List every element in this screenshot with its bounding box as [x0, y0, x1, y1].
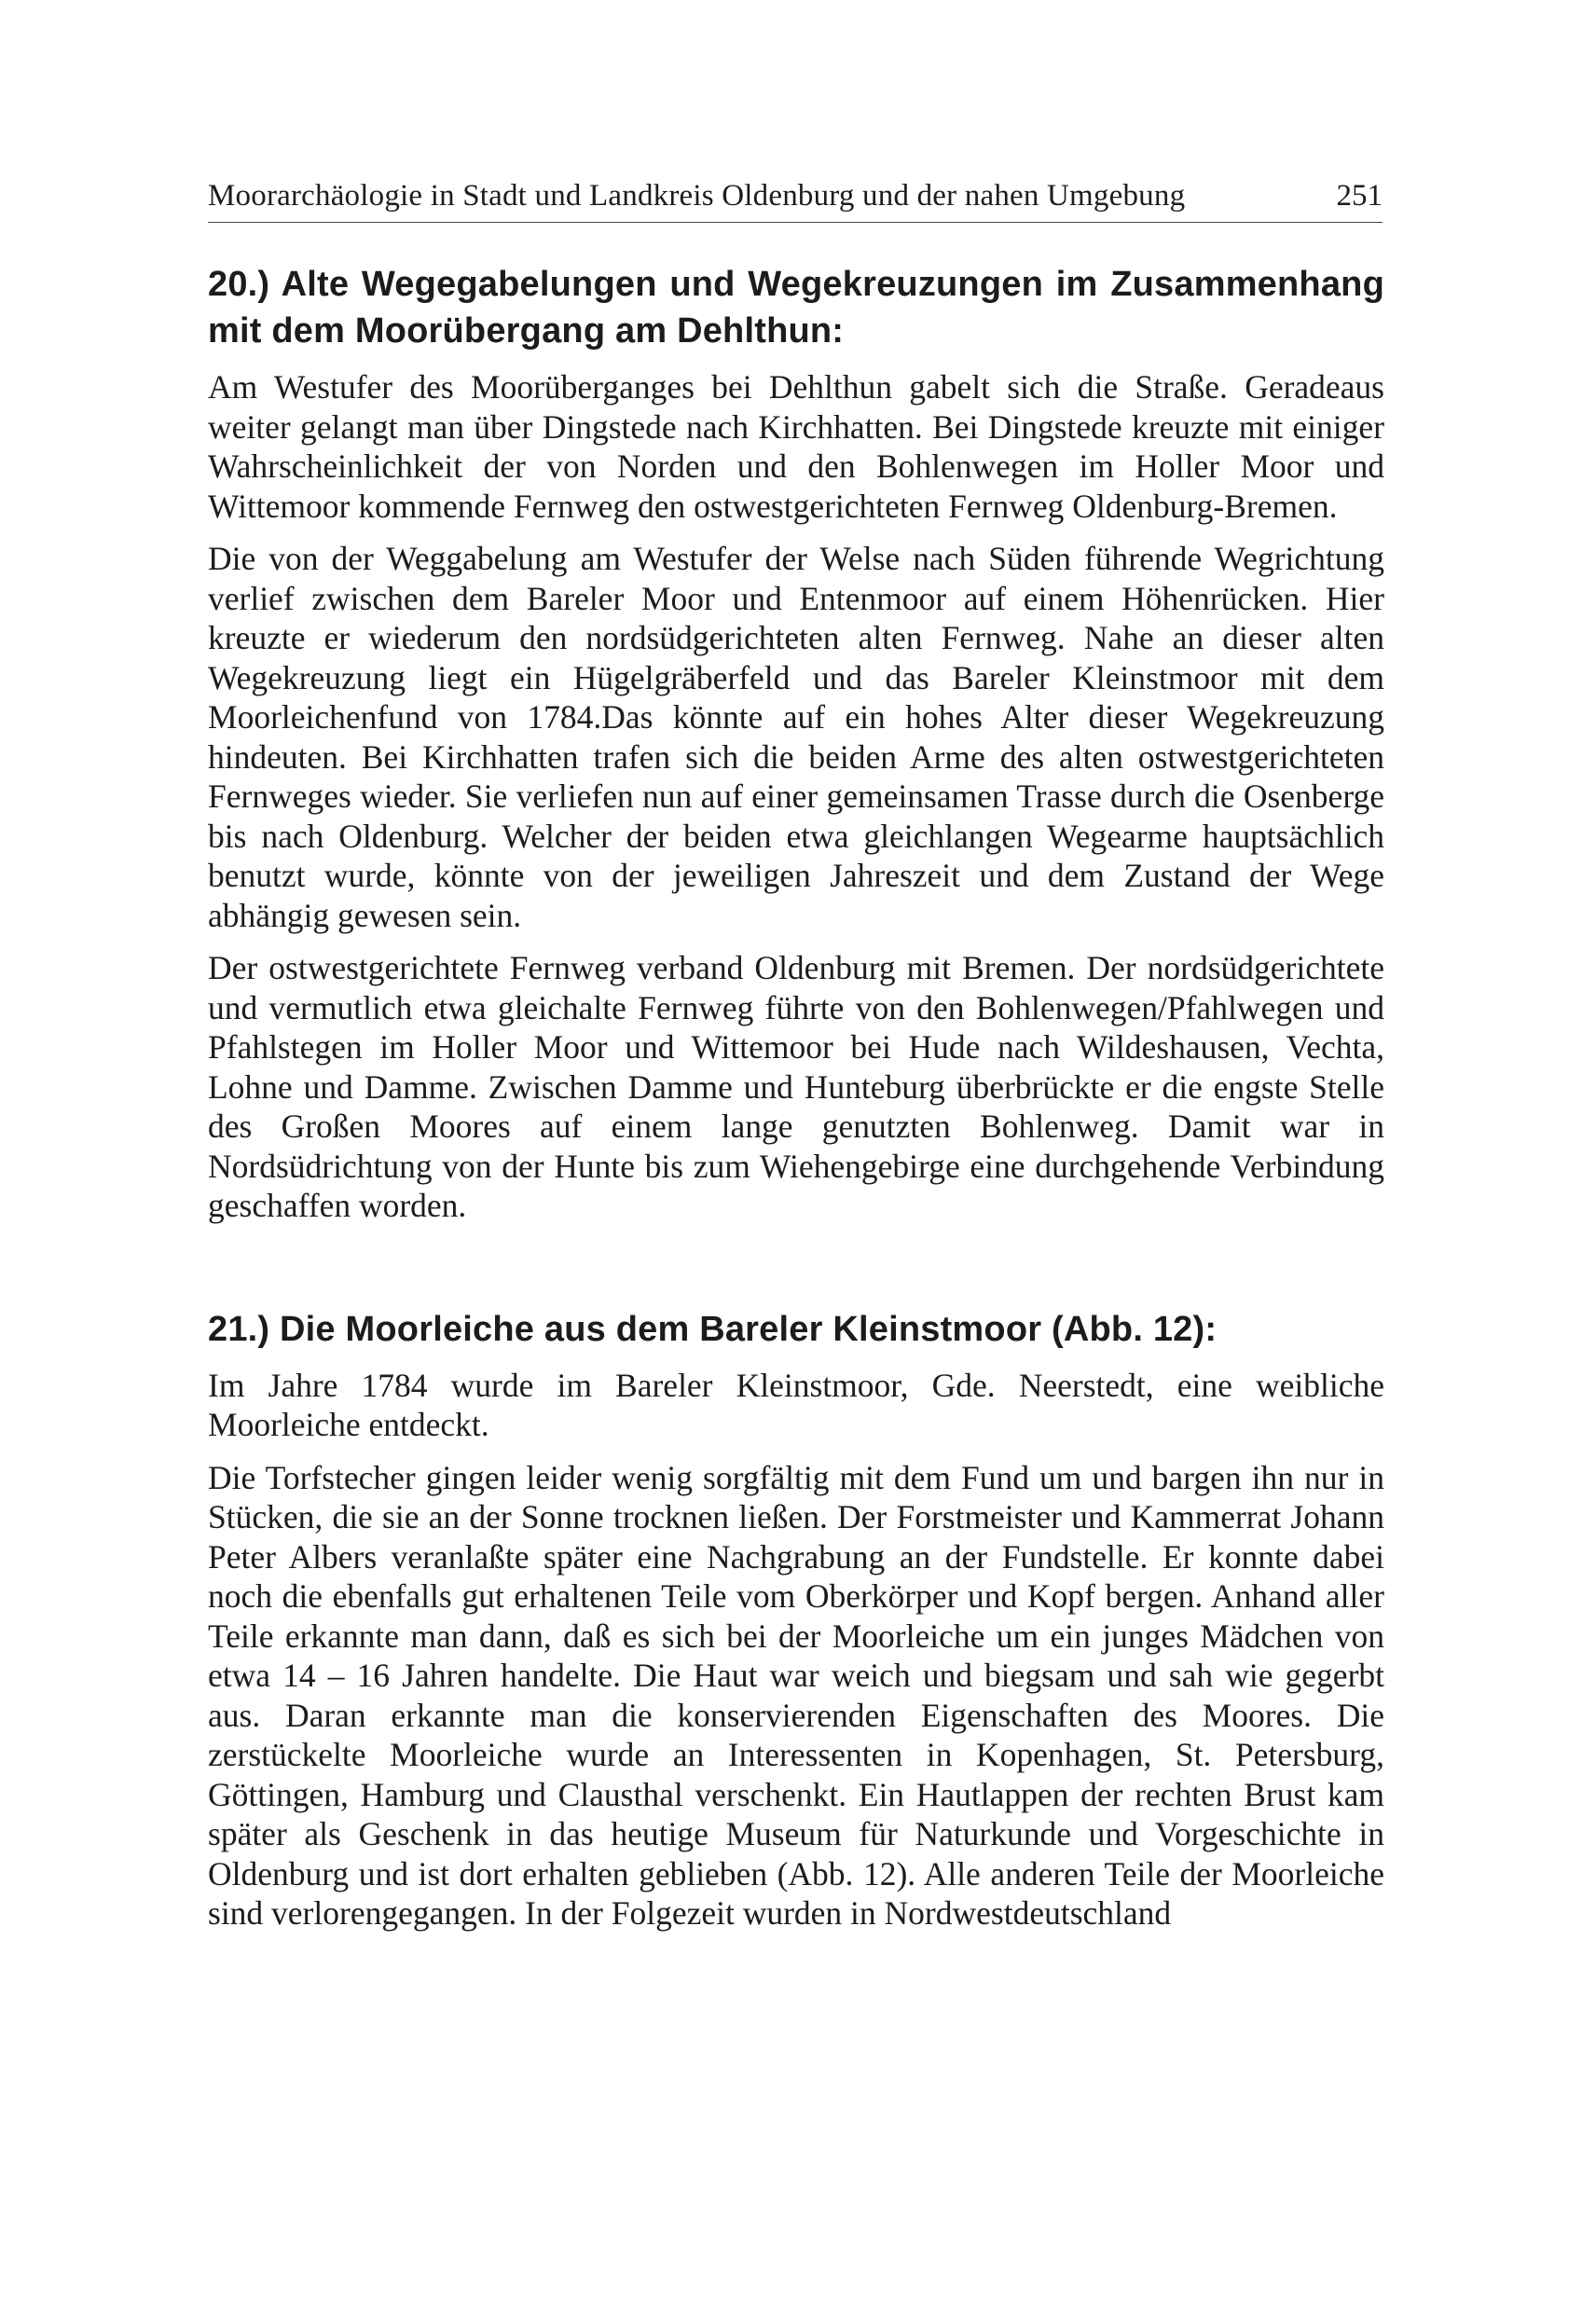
paragraph: Am Westufer des Moorüberganges bei Dehlthun gabelt sich die Straße. Geradeaus weiter gelangt man über Dingstede nach Kirchhatten. Bei Dingstede kreuzte mit einiger Wahrscheinlichkeit der von Norden und den Bohlenwegen im Holler Moor und Wittemoor kommende Fernweg den ostwestgerichteten Fernweg Oldenburg-Bremen.: [208, 368, 1384, 525]
section-heading-21: 21.) Die Moorleiche aus dem Bareler Kleinstmoor (Abb. 12):: [208, 1309, 1218, 1349]
paragraph: Die von der Weggabelung am Westufer der Welse nach Süden führende Wegrichtung verlief zwischen dem Bareler Moor und Entenmoor auf einem Höhenrücken. Hier kreuzte er wiederum den nordsüdgerichteten alten Fernweg. Nahe an dieser alten Wegekreuzung liegt ein Hügelgräberfeld und das Bareler Kleinstmoor mit dem Moorleichenfund von 1784.Das könnte auf ein hohes Alter dieser Wegekreuzung hindeuten. Bei Kirchhatten trafen sich die beiden Arme des alten ostwestgerichteten Fernweges wieder. Sie verliefen nun auf einer gemeinsamen Trasse durch die Osenberge bis nach Oldenburg. Welcher der beiden etwa gleichlangen Wegearme hauptsächlich benutzt wurde, könnte von der jeweiligen Jahreszeit und dem Zustand der Wege abhängig gewesen sein.: [208, 540, 1384, 934]
paragraph: Die Torfstecher gingen leider wenig sorgfältig mit dem Fund um und bargen ihn nur in Stücken, die sie an der Sonne trocknen ließen. Der Forstmeister und Kammerrat Johann Peter Albers veranlaßte später eine Nachgrabung an der Fundstelle. Er konnte dabei noch die ebenfalls gut erhaltenen Teile vom Oberkörper und Kopf bergen. Anhand aller Teile erkannte man dann, daß es sich bei der Moorleiche um ein junges Mädchen von etwa 14 – 16 Jahren handelte. Die Haut war weich und biegsam und sah wie gegerbt aus. Daran erkannte man die konservierenden Eigenschaften des Moores. Die zerstückelte Moorleiche wurde an Interessenten in Kopenhagen, St. Petersburg, Göttingen, Hamburg und Clausthal verschenkt. Ein Hautlappen der rechten Brust kam später als Geschenk in das heutige Museum für Naturkunde und Vorgeschichte in Oldenburg und ist dort erhalten geblieben (Abb. 12). Alle anderen Teile der Moorleiche sind verlorengegangen. In der Folgezeit wurden in Nordwestdeutschland: [208, 1458, 1384, 1932]
main-text: [208, 261, 1384, 1934]
running-header: [208, 175, 1383, 223]
page-number: 251: [1336, 179, 1383, 213]
paragraph: Im Jahre 1784 wurde im Bareler Kleinstmoor, Gde. Neerstedt, eine weibliche Moorleiche entdeckt.: [208, 1366, 1384, 1443]
running-title: Moorarchäologie in Stadt und Landkreis Oldenburg und der nahen Umgebung: [208, 179, 1186, 213]
section-heading-20: 20.) Alte Wegegabelungen und Wegekreuzungen im Zusammenhang mit dem Moorübergang am Dehlthun:: [208, 265, 1384, 351]
paragraph: Der ostwestgerichtete Fernweg verband Oldenburg mit Bremen. Der nordsüdgerichtete und vermutlich etwa gleichalte Fernweg führte von den Bohlenwegen/Pfahlwegen und Pfahlstegen im Holler Moor und Wittemoor bei Hude nach Wildeshausen, Vechta, Lohne und Damme. Zwischen Damme und Hunteburg überbrückte er die engste Stelle des Großen Moores auf einem lange genutzten Bohlenweg. Damit war in Nordsüdrichtung von der Hunte bis zum Wiehengebirge eine durchgehende Verbindung geschaffen worden.: [208, 949, 1384, 1224]
